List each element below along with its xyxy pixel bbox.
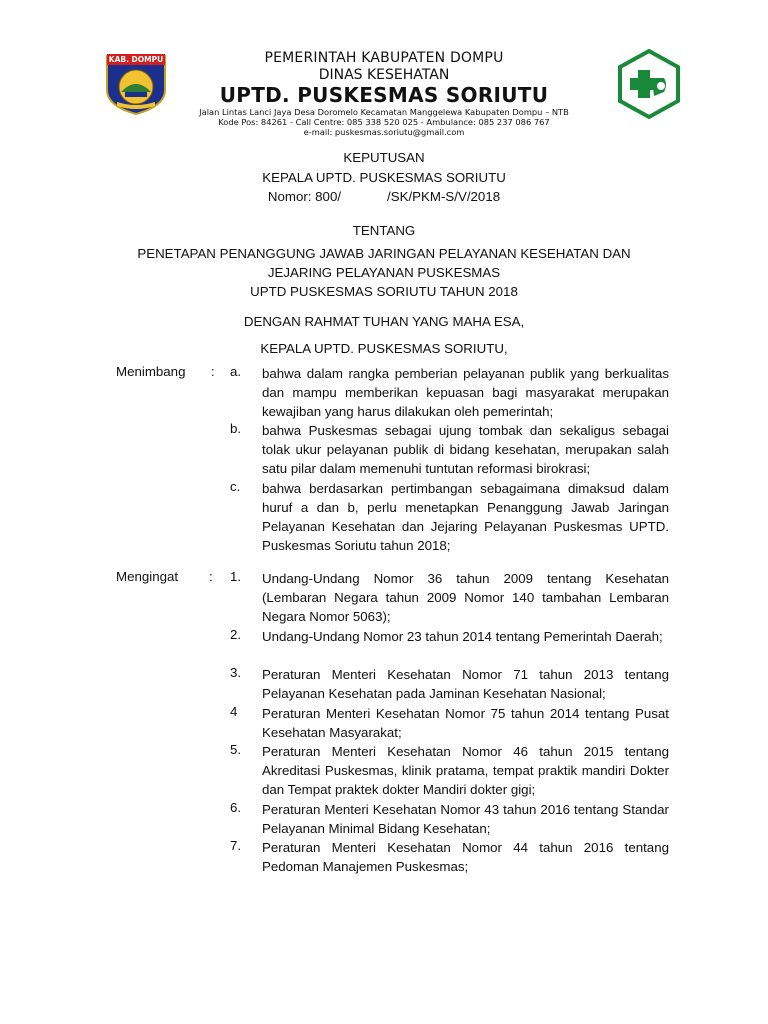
header-address: Jalan Lintas Lanci Jaya Desa Doromelo Kecamatan Manggelewa Kabupaten Dompu – NTB (199, 107, 569, 117)
mengingat-colon: : (209, 569, 213, 584)
menimbang-colon: : (211, 364, 215, 379)
decree-number-suffix: /SK/PKM-S/V/2018 (387, 189, 501, 204)
mengingat-marker-7: 7. (230, 838, 242, 853)
menimbang-marker-c: c. (230, 479, 241, 494)
mengingat-text-5: Peraturan Menteri Kesehatan Nomor 46 tahun 2015 tentang Akreditasi Puskesmas, klinik pratama, tempat praktik mandiri Dokter dan Tempat praktek dokter Mandiri dokter gigi; (262, 744, 669, 797)
mengingat-text-3: Peraturan Menteri Kesehatan Nomor 71 tahun 2013 tentang Pelayanan Kesehatan pada Jaminan Kesehatan Nasional; (262, 667, 669, 701)
menimbang-marker-a: a. (230, 364, 242, 379)
header-email: e-mail: puskesmas.soriutu@gmail.com (303, 127, 465, 137)
mengingat-label: Mengingat (116, 569, 179, 584)
mengingat-marker-1: 1. (230, 569, 242, 584)
mengingat-text-4: Peraturan Menteri Kesehatan Nomor 75 tahun 2014 tentang Pusat Kesehatan Masyarakat; (262, 706, 669, 740)
mengingat-marker-4: 4 (230, 704, 238, 719)
decree-number (0, 189, 768, 204)
decree-number-prefix: Nomor: 800/ (267, 189, 342, 204)
header-unit: UPTD. PUSKESMAS SORIUTU (219, 83, 549, 107)
decree-title-line-1: PENETAPAN PENANGGUNG JAWAB JARINGAN PELAYANAN KESEHATAN DAN (137, 246, 631, 261)
menimbang-text-a: bahwa dalam rangka pemberian pelayanan publik yang berkualitas dan mampu memberikan kepuasan bagi masyarakat merupakan kewajiban yang harus dilakukan oleh pemerintah; (262, 366, 669, 419)
menimbang-label: Menimbang (116, 364, 186, 379)
decree-title-line-2: JEJARING PELAYANAN PUSKESMAS (267, 265, 501, 280)
puskesmas-logo-icon (616, 48, 682, 120)
menimbang-marker-b: b. (230, 421, 242, 436)
decree-title-line-3: UPTD PUSKESMAS SORIUTU TAHUN 2018 (250, 284, 518, 299)
crest-banner-text: KAB. DOMPU (108, 55, 164, 64)
mengingat-marker-2: 2. (230, 627, 242, 642)
decree-about: TENTANG (352, 223, 416, 238)
mengingat-text-2: Undang-Undang Nomor 23 tahun 2014 tentang Pemerintah Daerah; (262, 629, 663, 644)
menimbang-text-c: bahwa berdasarkan pertimbangan sebagaimana dimaksud dalam huruf a dan b, perlu menetapkan Penanggung Jawab Jaringan Pelayanan Kesehatan dan Jejaring Pelayanan Puskesmas UPTD. Puskesmas Soriutu tahun 2018; (262, 481, 669, 553)
decree-issuer: KEPALA UPTD. PUSKESMAS SORIUTU (262, 170, 506, 185)
mengingat-text-1: Undang-Undang Nomor 36 tahun 2009 tentang Kesehatan (Lembaran Negara tahun 2009 Nomor 140 tambahan Lembaran Negara Nomor 5063); (262, 571, 669, 624)
decree-blessing: DENGAN RAHMAT TUHAN YANG MAHA ESA, (243, 314, 525, 329)
header-agency: DINAS KESEHATAN (318, 67, 450, 83)
mengingat-text-6: Peraturan Menteri Kesehatan Nomor 43 tahun 2016 tentang Standar Pelayanan Minimal Bidang Kesehatan; (262, 802, 669, 836)
mengingat-marker-3: 3. (230, 665, 242, 680)
mengingat-marker-5: 5. (230, 742, 242, 757)
menimbang-text-b: bahwa Puskesmas sebagai ujung tombak dan sekaligus sebagai tolak ukur pelayanan publik di bidang kesehatan, merupakan salah satu pilar dalam memenuhi tuntutan reformasi birokrasi; (262, 423, 669, 476)
mengingat-marker-6: 6. (230, 800, 242, 815)
decree-heading: KEPUTUSAN (343, 150, 425, 165)
mengingat-text-7: Peraturan Menteri Kesehatan Nomor 44 tahun 2016 tentang Pedoman Manajemen Puskesmas; (262, 840, 669, 874)
header-contact: Kode Pos: 84261 - Call Centre: 085 338 520 025 - Ambulance: 085 237 086 767 (218, 117, 550, 127)
header-government: PEMERINTAH KABUPATEN DOMPU (264, 50, 504, 66)
decree-issuer-repeat: KEPALA UPTD. PUSKESMAS SORIUTU, (260, 341, 508, 356)
